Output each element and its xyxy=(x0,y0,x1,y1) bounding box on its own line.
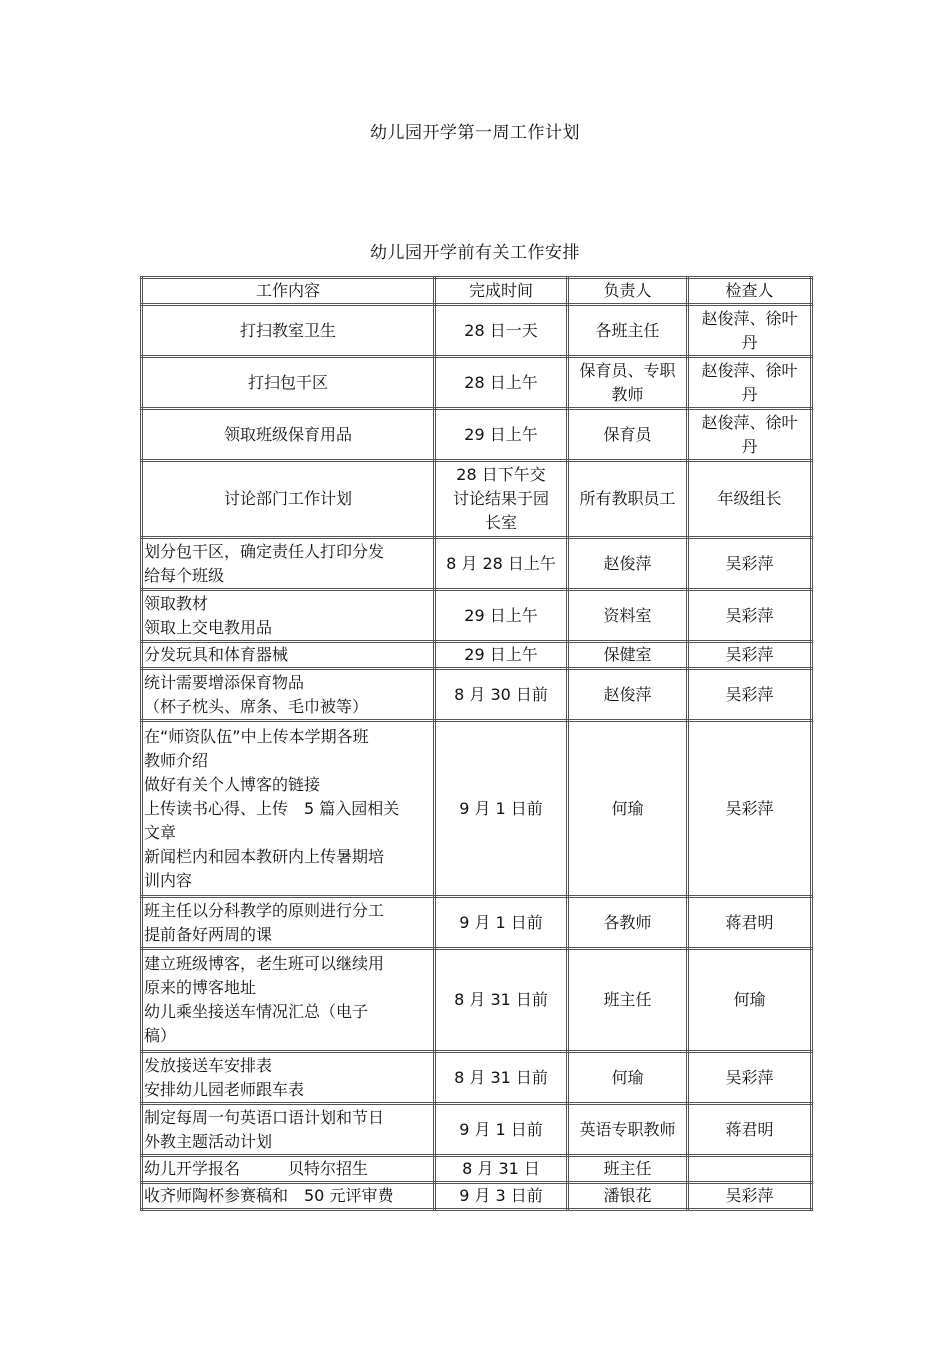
cell-text-line: 提前备好两周的课 xyxy=(144,924,273,944)
cell-text-line: 分发玩具和体育器械 xyxy=(144,645,289,664)
cell-text-line: 统计需要增添保育物品 xyxy=(144,672,305,692)
deadline-cell xyxy=(435,721,568,897)
checker-cell xyxy=(688,305,812,357)
cell-text-line: 班主任 xyxy=(603,1159,652,1178)
checker-cell xyxy=(688,1156,812,1183)
cell-text-line: 讨论部门工作计划 xyxy=(223,489,352,508)
owner-cell xyxy=(568,590,688,642)
table-row xyxy=(142,357,812,409)
deadline-cell xyxy=(435,642,568,669)
cell-text-line: 吴彩萍 xyxy=(725,1067,774,1087)
cell-text-line: 何瑜 xyxy=(611,798,644,818)
owner-cell xyxy=(568,949,688,1052)
table-body xyxy=(142,305,812,1210)
cell-text-line: 8 月 31 日前 xyxy=(454,990,548,1009)
cell-text-line: 8 月 31 日 xyxy=(462,1159,540,1178)
owner-cell xyxy=(568,897,688,949)
cell-text-line: 收齐师陶杯参赛稿和 50 元评审费 xyxy=(144,1186,394,1205)
cell-text-line: 稿） xyxy=(144,1026,177,1045)
task-cell xyxy=(142,642,435,669)
cell-text-line: 赵俊萍、徐叶 xyxy=(701,412,798,432)
cell-text-line: 资料室 xyxy=(603,605,652,625)
work-plan-table xyxy=(140,276,813,1211)
cell-text-line: 赵俊萍、徐叶 xyxy=(701,360,798,380)
table-row xyxy=(142,409,812,461)
cell-text-line: 8 月 28 日上午 xyxy=(446,553,556,573)
cell-text-line: 各班主任 xyxy=(595,320,660,340)
owner-cell xyxy=(568,409,688,461)
cell-text-line: 幼儿乘坐接送车情况汇总（电子 xyxy=(144,1002,369,1021)
checker-cell xyxy=(688,897,812,949)
cell-text-line: 领取教材 xyxy=(144,593,209,613)
document-title: 幼儿园开学第一周工作计划 xyxy=(370,123,580,143)
deadline-cell xyxy=(435,357,568,409)
cell-text-line: 9 月 1 日前 xyxy=(459,912,543,932)
cell-text-line: 在“师资队伍”中上传本学期各班 xyxy=(144,726,369,746)
cell-text-line: 吴彩萍 xyxy=(725,605,774,625)
deadline-cell xyxy=(435,538,568,590)
cell-text-line: 赵俊萍 xyxy=(603,684,652,704)
cell-text-line: 长室 xyxy=(484,513,517,532)
deadline-cell xyxy=(435,409,568,461)
owner-cell xyxy=(568,721,688,897)
table-row xyxy=(142,590,812,642)
table-row xyxy=(142,669,812,721)
cell-text-line: 潘银花 xyxy=(603,1186,652,1205)
cell-text-line: 蒋君明 xyxy=(725,1119,774,1139)
cell-text-line: 吴彩萍 xyxy=(725,553,774,573)
cell-text-line: 给每个班级 xyxy=(144,565,225,585)
cell-text-line: 吴彩萍 xyxy=(725,1186,774,1205)
owner-cell xyxy=(568,357,688,409)
owner-cell xyxy=(568,669,688,721)
task-cell xyxy=(142,1104,435,1156)
table-header-row xyxy=(142,278,812,305)
cell-text-line: 训内容 xyxy=(144,870,193,890)
task-cell xyxy=(142,897,435,949)
cell-text-line: 28 日一天 xyxy=(464,320,538,340)
cell-text-line: 何瑜 xyxy=(611,1067,644,1087)
task-cell xyxy=(142,538,435,590)
cell-text-line: 29 日上午 xyxy=(464,424,538,444)
deadline-cell xyxy=(435,461,568,538)
checker-cell xyxy=(688,590,812,642)
task-cell xyxy=(142,949,435,1052)
cell-text-line: 各教师 xyxy=(603,912,652,932)
task-cell xyxy=(142,1183,435,1210)
task-cell xyxy=(142,721,435,897)
checker-cell xyxy=(688,949,812,1052)
checker-cell xyxy=(688,642,812,669)
deadline-cell xyxy=(435,1183,568,1210)
cell-text-line: 9 月 1 日前 xyxy=(459,1119,543,1139)
cell-text-line: 讨论结果于园 xyxy=(452,489,549,508)
cell-text-line: 制定每周一句英语口语计划和节日 xyxy=(144,1107,385,1127)
checker-cell xyxy=(688,538,812,590)
cell-text-line: 赵俊萍 xyxy=(603,553,652,573)
table-row xyxy=(142,1156,812,1183)
owner-cell xyxy=(568,1104,688,1156)
deadline-cell xyxy=(435,305,568,357)
task-cell xyxy=(142,357,435,409)
cell-text-line: 安排幼儿园老师跟车表 xyxy=(144,1079,305,1099)
cell-text-line: 9 月 1 日前 xyxy=(459,798,543,818)
cell-text-line: 班主任 xyxy=(603,990,652,1009)
cell-text-line: 英语专职教师 xyxy=(579,1119,676,1139)
cell-text-line: 保健室 xyxy=(603,645,652,664)
checker-cell xyxy=(688,1104,812,1156)
task-cell xyxy=(142,669,435,721)
owner-cell xyxy=(568,642,688,669)
header-content: 工作内容 xyxy=(142,278,435,305)
table-row xyxy=(142,538,812,590)
checker-cell xyxy=(688,461,812,538)
deadline-cell xyxy=(435,1052,568,1104)
cell-text-line: 保育员 xyxy=(603,424,652,444)
cell-text-line: 赵俊萍、徐叶 xyxy=(701,308,798,328)
task-cell xyxy=(142,590,435,642)
header-time: 完成时间 xyxy=(435,278,568,305)
cell-text-line: 原来的博客地址 xyxy=(144,978,257,997)
deadline-cell xyxy=(435,949,568,1052)
owner-cell xyxy=(568,538,688,590)
cell-text-line: 8 月 31 日前 xyxy=(454,1067,548,1087)
cell-text-line: 29 日上午 xyxy=(464,605,538,625)
cell-text-line: 做好有关个人博客的链接 xyxy=(144,774,321,794)
table-row xyxy=(142,897,812,949)
cell-text-line: 新闻栏内和园本教研内上传暑期培 xyxy=(144,846,385,866)
deadline-cell xyxy=(435,669,568,721)
owner-cell xyxy=(568,461,688,538)
table-row xyxy=(142,1104,812,1156)
cell-text-line: 28 日上午 xyxy=(464,372,538,392)
cell-text-line: 蒋君明 xyxy=(725,912,774,932)
cell-text-line: 吴彩萍 xyxy=(725,645,774,664)
table-row xyxy=(142,642,812,669)
cell-text-line: 年级组长 xyxy=(717,489,782,508)
checker-cell xyxy=(688,1052,812,1104)
cell-text-line: 8 月 30 日前 xyxy=(454,684,548,704)
cell-text-line: 幼儿开学报名 贝特尔招生 xyxy=(144,1159,369,1178)
table-row xyxy=(142,949,812,1052)
cell-text-line: 文章 xyxy=(144,822,177,842)
table-row xyxy=(142,305,812,357)
cell-text-line: 9 月 3 日前 xyxy=(459,1186,543,1205)
table-title: 幼儿园开学前有关工作安排 xyxy=(370,243,580,263)
cell-text-line: 领取班级保育用品 xyxy=(223,424,352,444)
task-cell xyxy=(142,1156,435,1183)
cell-text-line: 丹 xyxy=(741,436,758,456)
cell-text-line: 建立班级博客，老生班可以继续用 xyxy=(144,954,385,973)
header-checker: 检查人 xyxy=(688,278,812,305)
task-cell xyxy=(142,305,435,357)
checker-cell xyxy=(688,721,812,897)
cell-text-line: 打扫教室卫生 xyxy=(239,320,336,340)
cell-text-line: 所有教职员工 xyxy=(579,489,676,508)
cell-text-line: 28 日下午交 xyxy=(456,465,546,484)
cell-text-line: 领取上交电教用品 xyxy=(144,617,273,637)
task-cell xyxy=(142,461,435,538)
checker-cell xyxy=(688,669,812,721)
cell-text-line: 吴彩萍 xyxy=(725,684,774,704)
deadline-cell xyxy=(435,1156,568,1183)
table-row xyxy=(142,1052,812,1104)
cell-text-line: 班主任以分科教学的原则进行分工 xyxy=(144,900,385,920)
checker-cell xyxy=(688,357,812,409)
owner-cell xyxy=(568,1052,688,1104)
task-cell xyxy=(142,409,435,461)
cell-text-line: （杯子枕头、席条、毛巾被等） xyxy=(144,696,369,716)
cell-text-line: 保育员、专职 xyxy=(579,360,676,380)
cell-text-line: 丹 xyxy=(741,384,758,404)
cell-text-line: 教师 xyxy=(611,384,644,404)
cell-text-line: 何瑜 xyxy=(733,990,766,1009)
cell-text-line: 外教主题活动计划 xyxy=(144,1131,273,1151)
deadline-cell xyxy=(435,1104,568,1156)
owner-cell xyxy=(568,1156,688,1183)
deadline-cell xyxy=(435,590,568,642)
owner-cell xyxy=(568,305,688,357)
table-row xyxy=(142,461,812,538)
cell-text-line: 丹 xyxy=(741,332,758,352)
table-row xyxy=(142,1183,812,1210)
table-row xyxy=(142,721,812,897)
checker-cell xyxy=(688,409,812,461)
task-cell xyxy=(142,1052,435,1104)
cell-text-line: 发放接送车安排表 xyxy=(144,1055,273,1075)
header-owner: 负责人 xyxy=(568,278,688,305)
cell-text-line: 划分包干区，确定责任人打印分发 xyxy=(144,541,385,561)
owner-cell xyxy=(568,1183,688,1210)
cell-text-line: 29 日上午 xyxy=(464,645,538,664)
deadline-cell xyxy=(435,897,568,949)
cell-text-line: 教师介绍 xyxy=(144,750,209,770)
cell-text-line: 吴彩萍 xyxy=(725,798,774,818)
cell-text-line: 打扫包干区 xyxy=(247,372,328,392)
checker-cell xyxy=(688,1183,812,1210)
cell-text-line: 上传读书心得、上传 5 篇入园相关 xyxy=(144,798,400,818)
